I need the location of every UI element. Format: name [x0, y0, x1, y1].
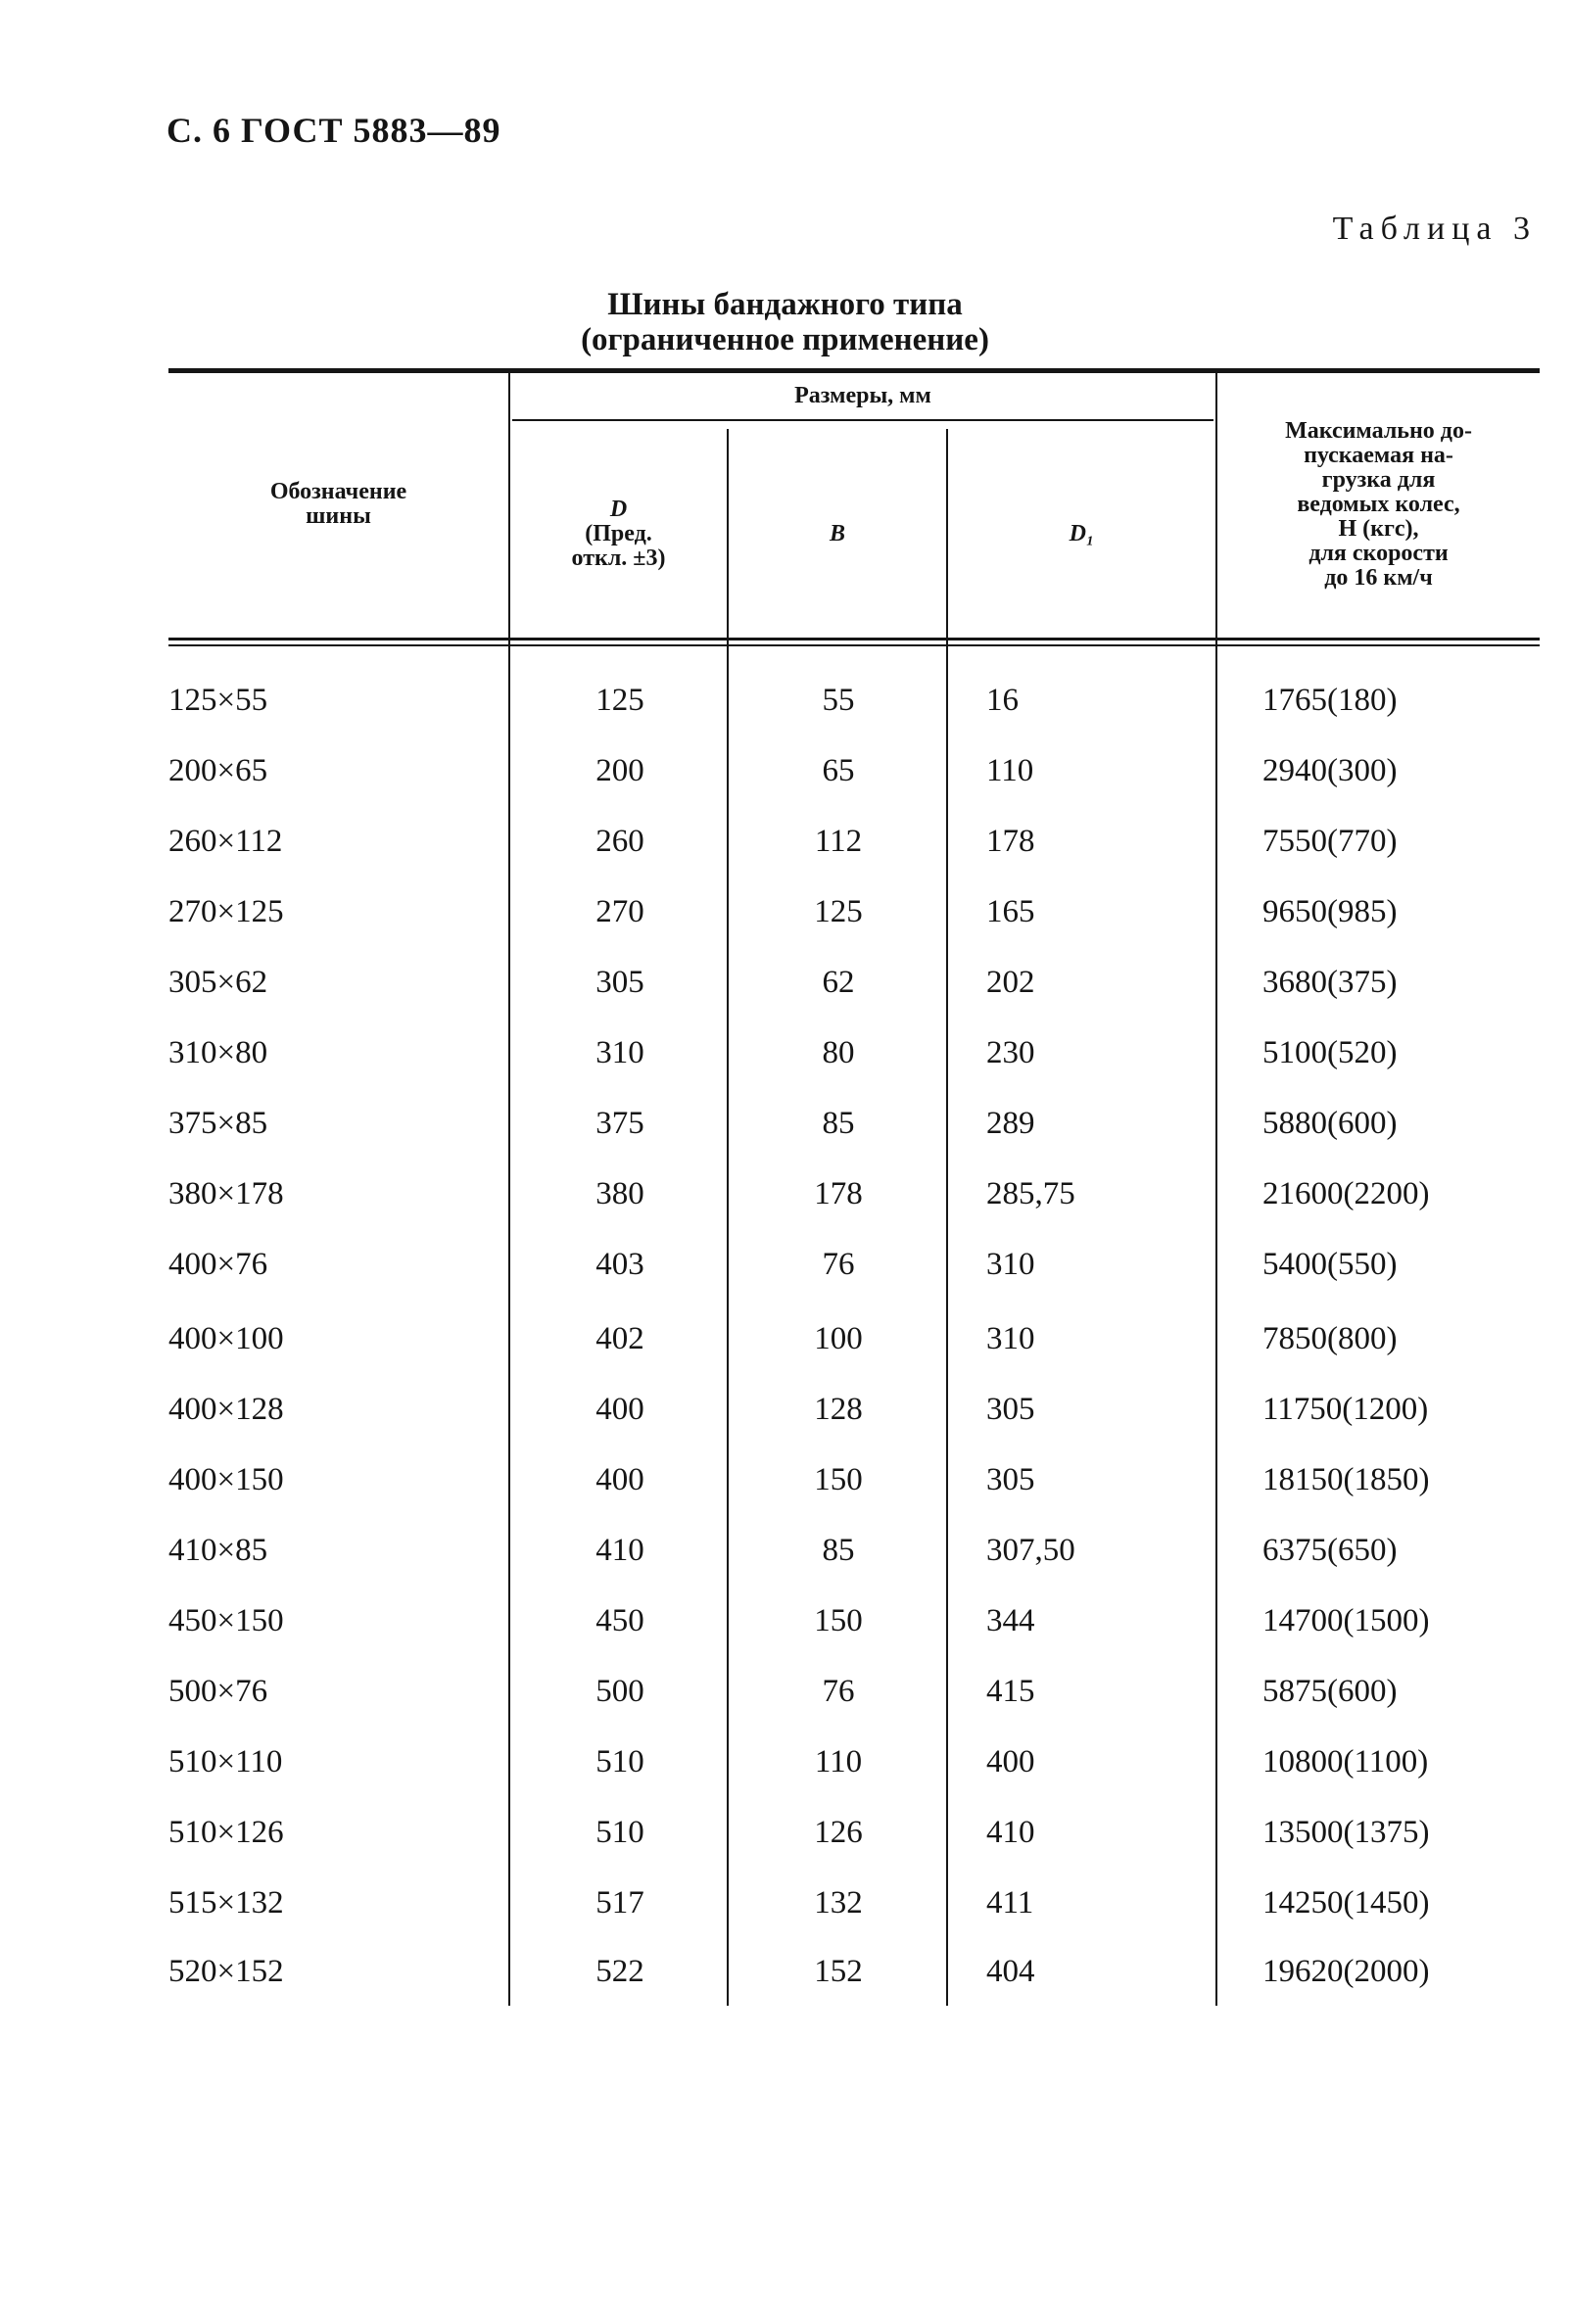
- cell-D: 450: [595, 1602, 644, 1638]
- table-row: [168, 807, 1540, 876]
- cell-B: 125: [814, 893, 863, 929]
- table-row: [168, 877, 1540, 946]
- cell-D: 410: [595, 1532, 644, 1568]
- cell-D1: 110: [986, 752, 1034, 788]
- cell-D1: 411: [986, 1884, 1034, 1921]
- cell-D1: 305: [986, 1391, 1035, 1427]
- cell-designation: 400×76: [168, 1246, 268, 1282]
- cell-B: 128: [814, 1391, 863, 1427]
- cell-B: 150: [814, 1461, 863, 1497]
- cell-load: 14700(1500): [1262, 1602, 1430, 1638]
- cell-B: 178: [814, 1175, 863, 1211]
- header-D: [510, 431, 727, 637]
- table-row: [168, 1375, 1540, 1444]
- cell-D: 517: [595, 1884, 644, 1921]
- cell-load: 1765(180): [1262, 682, 1398, 718]
- table-row: [168, 1089, 1540, 1158]
- cell-B: 100: [814, 1320, 863, 1356]
- cell-designation: 200×65: [168, 752, 268, 788]
- cell-load: 10800(1100): [1262, 1743, 1429, 1779]
- table-row: [168, 1516, 1540, 1585]
- table-row: [168, 1587, 1540, 1655]
- cell-D: 403: [595, 1246, 644, 1282]
- header-bottom-rule-inner: [168, 644, 1540, 646]
- header-max-load: Максимально до- пускаемая на- грузка для ведомых колес, Н (кгс), для скорости до 16 км/ч: [1285, 417, 1472, 591]
- cell-D1: 310: [986, 1246, 1035, 1282]
- table-row: [168, 1798, 1540, 1867]
- cell-D: 305: [595, 964, 644, 1000]
- cell-D: 400: [595, 1391, 644, 1427]
- cell-B: 132: [814, 1884, 863, 1921]
- cell-D1: 400: [986, 1743, 1035, 1779]
- cell-designation: 400×150: [168, 1461, 284, 1497]
- page-header: С. 6 ГОСТ 5883—89: [167, 111, 501, 150]
- cell-load: 5875(600): [1262, 1673, 1398, 1709]
- cell-designation: 125×55: [168, 682, 268, 718]
- cell-designation: 510×110: [168, 1743, 283, 1779]
- cell-load: 7850(800): [1262, 1320, 1398, 1356]
- cell-D1: 230: [986, 1034, 1035, 1070]
- cell-D1: 289: [986, 1105, 1035, 1141]
- cell-D1: 16: [986, 682, 1019, 718]
- cell-B: 62: [822, 964, 855, 1000]
- cell-D1: 307,50: [986, 1532, 1075, 1568]
- table-row: [168, 948, 1540, 1017]
- cell-load: 19620(2000): [1262, 1953, 1430, 1989]
- cell-D1: 165: [986, 893, 1035, 929]
- table-row: [168, 1160, 1540, 1228]
- cell-designation: 515×132: [168, 1884, 284, 1921]
- table-title-line1: Шины бандажного типа: [607, 287, 963, 322]
- cell-load: 13500(1375): [1262, 1814, 1430, 1850]
- cell-designation: 520×152: [168, 1953, 284, 1989]
- cell-B: 65: [822, 752, 855, 788]
- table-row: [168, 1657, 1540, 1726]
- table-row: [168, 1230, 1540, 1299]
- header-D-symbol: D: [609, 496, 628, 522]
- cell-D1: 344: [986, 1602, 1035, 1638]
- cell-designation: 410×85: [168, 1532, 268, 1568]
- cell-D: 200: [595, 752, 644, 788]
- cell-B: 150: [814, 1602, 863, 1638]
- cell-load: 5400(550): [1262, 1246, 1398, 1282]
- header-bottom-rule: [168, 638, 1540, 640]
- cell-D: 510: [595, 1814, 644, 1850]
- table-row: [168, 1728, 1540, 1796]
- cell-D: 260: [595, 823, 644, 859]
- cell-B: 80: [822, 1034, 855, 1070]
- cell-load: 9650(985): [1262, 893, 1398, 929]
- cell-load: 2940(300): [1262, 752, 1398, 788]
- cell-designation: 380×178: [168, 1175, 284, 1211]
- cell-B: 112: [814, 823, 863, 859]
- cell-B: 110: [814, 1743, 863, 1779]
- header-dimensions-group: Размеры, мм: [794, 382, 931, 408]
- cell-B: 152: [814, 1953, 863, 1989]
- cell-D: 125: [595, 682, 644, 718]
- cell-designation: 270×125: [168, 893, 284, 929]
- table-row: [168, 1019, 1540, 1087]
- cell-B: 85: [822, 1532, 855, 1568]
- table-row: [168, 1869, 1540, 1937]
- cell-designation: 375×85: [168, 1105, 268, 1141]
- cell-load: 14250(1450): [1262, 1884, 1430, 1921]
- table-row: [168, 736, 1540, 805]
- cell-D1: 285,75: [986, 1175, 1075, 1211]
- cell-designation: 400×128: [168, 1391, 284, 1427]
- cell-load: 11750(1200): [1262, 1391, 1429, 1427]
- cell-designation: 305×62: [168, 964, 268, 1000]
- cell-D: 270: [595, 893, 644, 929]
- cell-load: 3680(375): [1262, 964, 1398, 1000]
- cell-designation: 510×126: [168, 1814, 284, 1850]
- cell-B: 85: [822, 1105, 855, 1141]
- cell-D: 380: [595, 1175, 644, 1211]
- cell-load: 7550(770): [1262, 823, 1398, 859]
- cell-D1: 404: [986, 1953, 1035, 1989]
- cell-designation: 310×80: [168, 1034, 268, 1070]
- cell-designation: 260×112: [168, 823, 283, 859]
- header-B: B: [829, 520, 845, 546]
- cell-load: 5880(600): [1262, 1105, 1398, 1141]
- cell-D: 510: [595, 1743, 644, 1779]
- cell-D: 400: [595, 1461, 644, 1497]
- cell-D: 310: [595, 1034, 644, 1070]
- table-title-line2: (ограниченное применение): [581, 322, 989, 357]
- cell-D1: 415: [986, 1673, 1035, 1709]
- cell-D1: 202: [986, 964, 1035, 1000]
- cell-D1: 178: [986, 823, 1035, 859]
- cell-B: 55: [822, 682, 855, 718]
- cell-D1: 305: [986, 1461, 1035, 1497]
- cell-D: 402: [595, 1320, 644, 1356]
- cell-designation: 450×150: [168, 1602, 284, 1638]
- table-row: [168, 1937, 1540, 2006]
- header-D1: D₁: [1069, 520, 1095, 546]
- header-D-tolerance: (Пред. откл. ±3): [571, 520, 666, 571]
- cell-D1: 310: [986, 1320, 1035, 1356]
- header-designation: Обозначение шины: [269, 479, 407, 529]
- table-row: [168, 666, 1540, 735]
- table-row: [168, 1304, 1540, 1373]
- cell-B: 76: [822, 1246, 855, 1282]
- cell-load: 18150(1850): [1262, 1461, 1430, 1497]
- table-title: [0, 287, 1570, 357]
- cell-D1: 410: [986, 1814, 1035, 1850]
- dimensions-group-rule: [512, 419, 1213, 421]
- cell-designation: 400×100: [168, 1320, 284, 1356]
- table-row: [168, 1446, 1540, 1514]
- cell-B: 76: [822, 1673, 855, 1709]
- cell-load: 21600(2200): [1262, 1175, 1430, 1211]
- cell-load: 6375(650): [1262, 1532, 1398, 1568]
- cell-B: 126: [814, 1814, 863, 1850]
- cell-load: 5100(520): [1262, 1034, 1398, 1070]
- cell-D: 375: [595, 1105, 644, 1141]
- cell-D: 522: [595, 1953, 644, 1989]
- cell-designation: 500×76: [168, 1673, 268, 1709]
- cell-D: 500: [595, 1673, 644, 1709]
- table-number: Таблица 3: [1332, 211, 1537, 247]
